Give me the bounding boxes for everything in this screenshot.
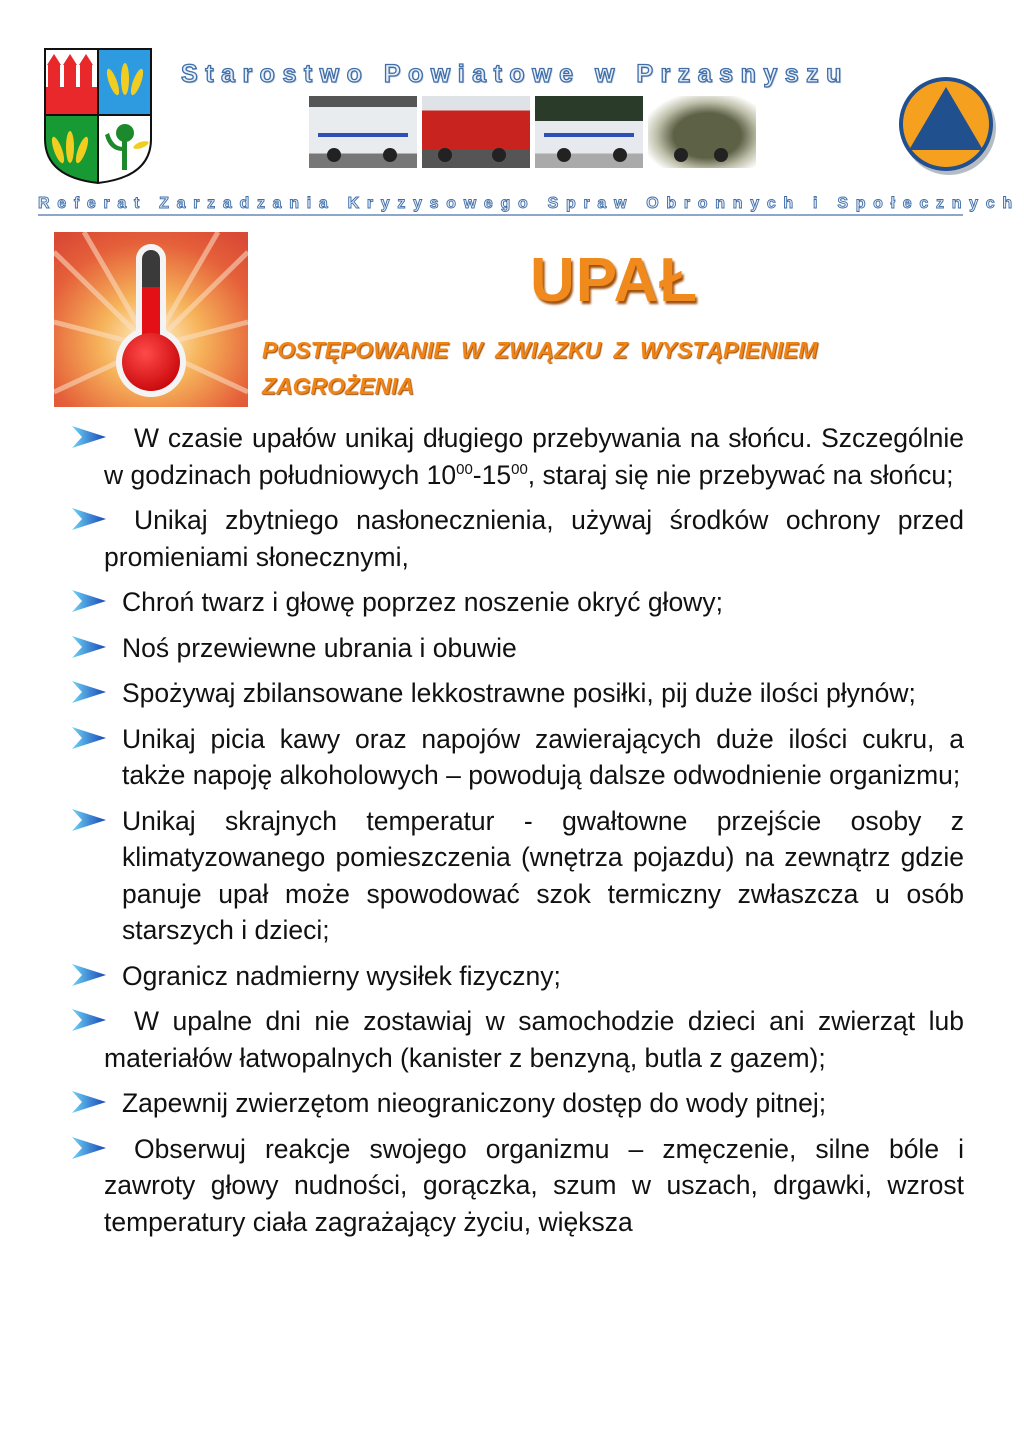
list-item: Unikaj zbytniego nasłonecznienia, używaj środków ochrony przed promieniami słonecznymi,	[72, 502, 964, 575]
office-title: Starostwo Powiatowe w Przasnyszu	[181, 60, 849, 88]
fire-truck-photo	[422, 96, 530, 168]
list-item: Ogranicz nadmierny wysiłek fizyczny;	[72, 958, 964, 995]
police-car-photo	[535, 96, 643, 168]
arrow-bullet-icon	[72, 508, 106, 530]
arrow-bullet-icon	[72, 681, 106, 703]
arrow-bullet-icon	[72, 1137, 106, 1159]
arrow-bullet-icon	[72, 964, 106, 986]
safety-tips-list	[72, 420, 964, 1249]
civil-defense-logo	[895, 73, 999, 177]
subheading: POSTĘPOWANIE W ZWIĄZKU Z WYSTĄPIENIEM ZAGROŻENIA	[262, 337, 818, 399]
emergency-vehicles-photo-strip	[309, 96, 756, 168]
arrow-bullet-icon	[72, 590, 106, 612]
list-item: Noś przewiewne ubrania i obuwie	[72, 630, 964, 667]
main-heading: UPAŁ	[530, 246, 699, 315]
arrow-bullet-icon	[72, 636, 106, 658]
arrow-bullet-icon	[72, 727, 106, 749]
list-item: Obserwuj reakcje swojego organizmu – zmęczenie, silne bóle i zawroty głowy nudności, gorączka, szum w uszach, drgawki, wzrost temperatury ciała zagrażający życiu, większa	[72, 1131, 964, 1241]
military-truck-photo	[648, 96, 756, 168]
list-item: Zapewnij zwierzętom nieograniczony dostęp do wody pitnej;	[72, 1085, 964, 1122]
ambulance-photo	[309, 96, 417, 168]
department-subtitle: Referat Zarzadzania Kryzysowego Spraw Obronnych i Społecznych	[38, 195, 963, 216]
arrow-bullet-icon	[72, 809, 106, 831]
coat-of-arms-logo	[43, 47, 153, 185]
thermometer-image	[54, 232, 248, 407]
list-item: Chroń twarz i głowę poprzez noszenie okryć głowy;	[72, 584, 964, 621]
arrow-bullet-icon	[72, 426, 106, 448]
list-item: Spożywaj zbilansowane lekkostrawne posiłki, pij duże ilości płynów;	[72, 675, 964, 712]
list-item: W upalne dni nie zostawiaj w samochodzie dzieci ani zwierząt lub materiałów łatwopalnych (kanister z benzyną, butla z gazem);	[72, 1003, 964, 1076]
list-item: Unikaj picia kawy oraz napojów zawierających duże ilości cukru, a także napoję alkoholowych – powodują dalsze odwodnienie organizmu;	[72, 721, 964, 794]
list-item: Unikaj skrajnych temperatur - gwałtowne przejście osoby z klimatyzowanego pomieszczenia (wnętrza pojazdu) na zewnątrz gdzie panuje upał może spowodować szok termiczny zwłaszcza u osób starszych i dzieci;	[72, 803, 964, 949]
arrow-bullet-icon	[72, 1091, 106, 1113]
list-item: W czasie upałów unikaj długiego przebywania na słońcu. Szczególnie w godzinach południowych $10^{00}-15^{00}$, staraj się nie przebywać na słońcu;	[72, 420, 964, 493]
arrow-bullet-icon	[72, 1009, 106, 1031]
